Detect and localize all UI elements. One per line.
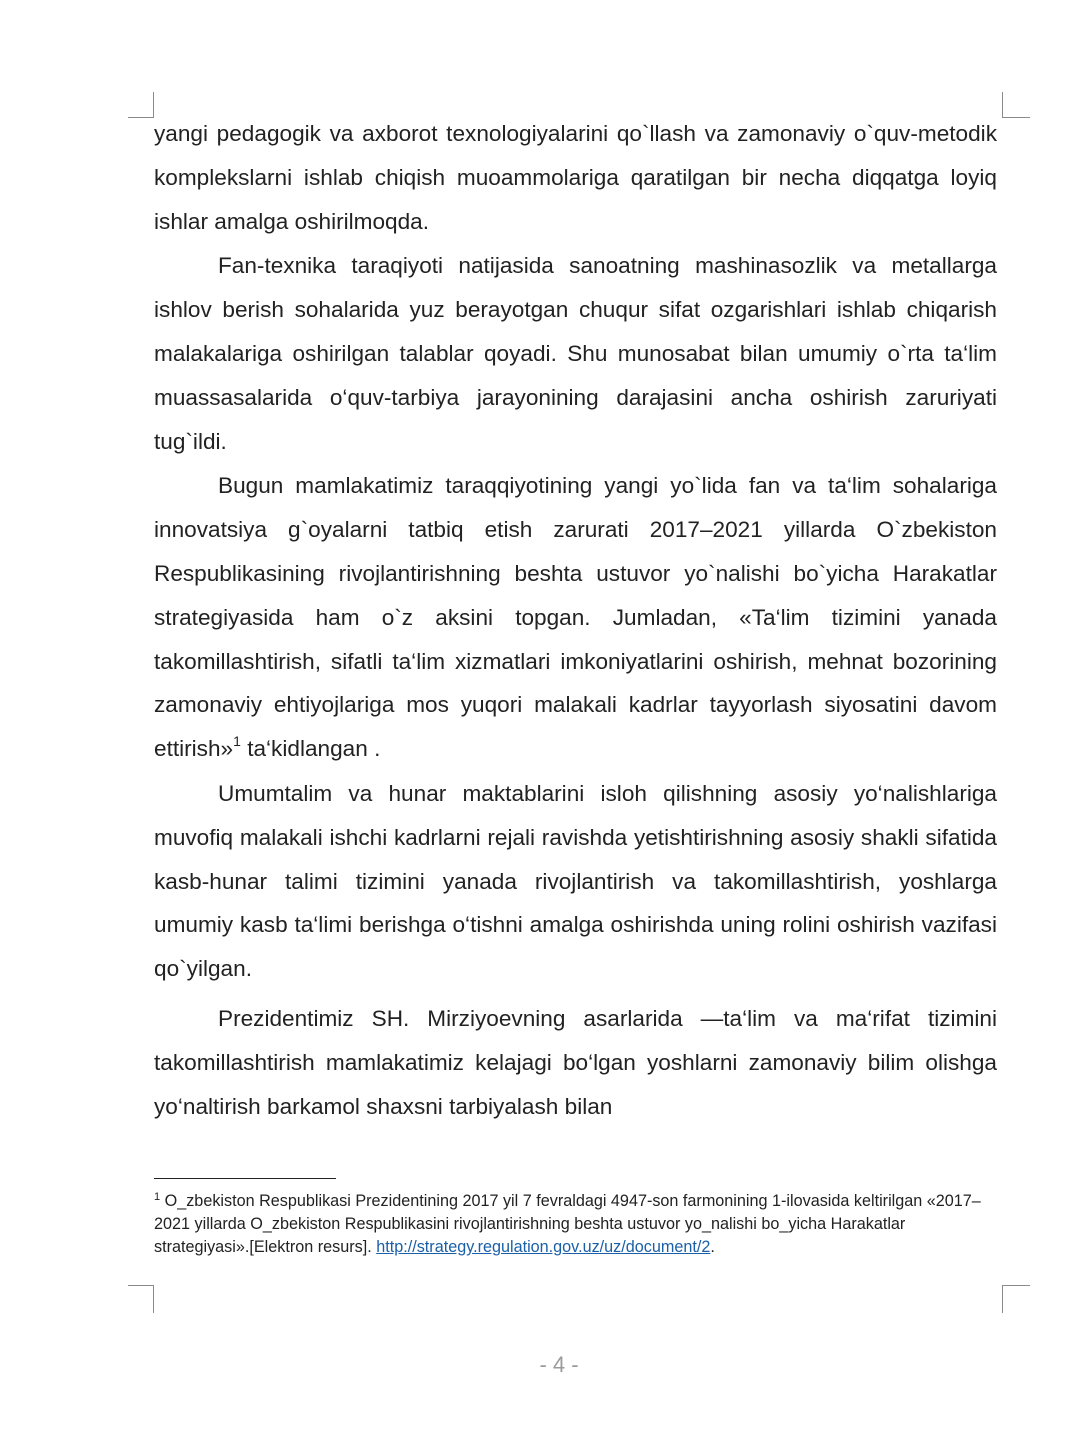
- paragraph-1: yangi pedagogik va axborot texnologiyalarini qo`llash va zamonaviy o`quv-metodik komplekslarni ishlab chiqish muoammolariga qaratilgan bir necha diqqatga loyiq ishlar amalga oshirilmoqda.: [154, 121, 997, 234]
- page-corner-bottom-left: [128, 1285, 154, 1313]
- footnote-text: O_zbekiston Respublikasi Prezidentining 2017 yil 7 fevraldagi 4947-son farmonining 1-ilovasida keltirilgan «2017– 2021 yillarda O_zbekiston Respublikasini rivojlantirishning beshta ustuvor yo_nalishi bo_yicha Harakatlar strategiyasi».[Elektron resurs].: [154, 1192, 981, 1256]
- footnote-separator: [154, 1178, 336, 1179]
- footnote-end: .: [710, 1238, 715, 1256]
- footnote-number: 1: [154, 1191, 161, 1203]
- footnote-link[interactable]: http://strategy.regulation.gov.uz/uz/document/2: [376, 1238, 711, 1256]
- paragraph-4: Umumtalim va hunar maktablarini isloh qilishning asosiy yo‘nalishlariga muvofiq malakali ishchi kadrlarni rejali ravishda yetishtirishning asosiy shakli sifatida kasb-hunar talimi tizimini yanada rivojlantirish va takomillashtirish, yoshlarga umumiy kasb ta‘limi berishga o‘tishni amalga oshirishda uning rolini oshirish vazifasi qo`yilgan.: [154, 780, 997, 982]
- paragraph-5: Prezidentimiz SH. Mirziyoevning asarlarida —ta‘lim va ma‘rifat tizimini takomillashtirish mamlakatimiz kelajagi bo‘lgan yoshlarni zamonaviy bilim olishga yo‘naltirish barkamol shaxsni tarbiyalash bilan: [154, 1005, 997, 1119]
- footnote: [154, 1190, 997, 1259]
- paragraph-3-text: Bugun mamlakatimiz taraqqiyotining yangi yo`lida fan va ta‘lim sohalariga innovatsiya g`oyalarni tatbiq etish zarurati 2017–2021 yillarda O`zbekiston Respublikasining rivojlantirishning beshta ustuvor yo`nalishi bo`yicha Harakatlar strategiyasida ham o`z aksini topgan. Jumladan, «Ta‘lim tizimini yanada takomillashtirish, sifatli ta‘lim xizmatlari imkoniyatlarini oshirish, mehnat bozorining zamonaviy ehtiyojlariga mos yuqori malakali kadrlar tayyorlash siyosatini davom ettirish»: [154, 473, 997, 762]
- paragraph-3: [154, 464, 997, 771]
- paragraph-3-tail: ta‘kidlangan .: [240, 736, 381, 762]
- document-body: [154, 112, 997, 1129]
- paragraph-2: Fan-texnika taraqiyoti natijasida sanoatning mashinasozlik va metallarga ishlov berish sohalarida yuz berayotgan chuqur sifat ozgarishlari ishlab chiqarish malakalariga oshirilgan talablar qoyadi. Shu munosabat bilan umumiy o`rta ta‘lim muassasalarida o‘quv-tarbiya jarayonining darajasini ancha oshirish zaruriyati tug`ildi.: [154, 253, 997, 454]
- footnote-reference[interactable]: 1: [233, 733, 241, 750]
- page-corner-bottom-right: [1002, 1285, 1030, 1313]
- page-corner-top-right: [1002, 92, 1030, 118]
- page-number: - 4 -: [539, 1352, 579, 1377]
- page-corner-top-left: [128, 92, 154, 118]
